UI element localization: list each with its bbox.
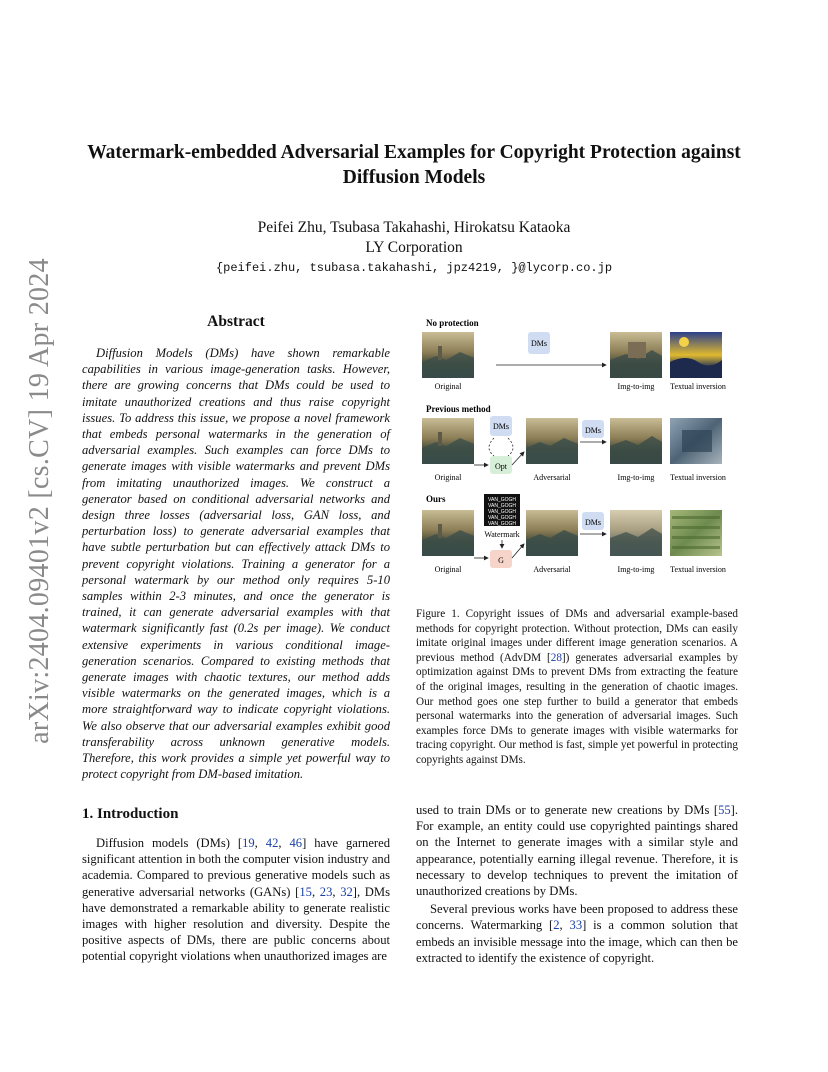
dms-label: DMs bbox=[492, 422, 510, 431]
author-block bbox=[80, 218, 748, 258]
label-original: Original bbox=[434, 473, 462, 482]
label-watermark: Watermark bbox=[484, 530, 520, 539]
adversarial-image bbox=[526, 510, 578, 556]
author-names: Peifei Zhu, Tsubasa Takahashi, Hirokatsu Kataoka bbox=[257, 219, 571, 236]
section-heading-introduction: 1. Introduction bbox=[82, 806, 179, 822]
intro-right-column bbox=[416, 802, 738, 966]
figure-caption: Figure 1. Copyright issues of DMs and adversarial example-based methods for copyright protection. Without protection, DMs can easily imitate original images under different image generation scenarios. A previous method (AdvDM [28]) generates adversarial examples by optimization against DMs to prevent DMs from extracting the feature of the original images, resulting in the generation of chaotic images. Our method goes one step further to build a generator that embeds personal watermarks into the generation of adversarial images. Such examples force DMs to generate images with visible watermarks for tracing copyright. Our method is fast, simple yet powerful in protecting copyrights against DMs. bbox=[416, 608, 738, 766]
flow-arrow bbox=[512, 544, 524, 558]
img-to-img-output bbox=[610, 418, 662, 464]
citation-link[interactable]: 19 bbox=[242, 836, 255, 850]
intro-paragraph: used to train DMs or to generate new creations by DMs [55]. For example, an entity could use copyrighted paintings shared on the Internet to generate images with a similar style and appearance, potentially earning illegal revenue. Therefore, it is necessary to develop techniques to prevent the imitation of unauthorized creations by DMs. bbox=[416, 803, 738, 899]
citation-link[interactable]: 23 bbox=[319, 884, 333, 899]
citation-link[interactable]: 32 bbox=[340, 884, 353, 899]
author-email: {peifei.zhu, tsubasa.takahashi, jpz4219, }@lycorp.co.jp bbox=[215, 261, 613, 275]
citation-link[interactable]: 15 bbox=[299, 884, 312, 899]
dms-label: DMs bbox=[530, 339, 548, 348]
abstract-body: Diffusion Models (DMs) have shown remarkable capabilities in various image-generation tasks. However, there are growing concerns that DMs could be used to imitate unauthorized creations and thus raise copyright issues. To address this issue, we propose a novel framework that embeds personal watermarks in the generation of adversarial examples. Such examples can force DMs to generate images with visible watermarks and prevent DMs from imitating unauthorized images. We construct a generator based on conditional adversarial networks and design three losses (adversarial loss, GAN loss, and perturbation loss) to generate adversarial examples that have subtle perturbation but can effectively attack DMs to prevent copyright violations. Training a generator for a personal watermark by our method only requires 5-10 samples within 2-3 minutes, and once the generator is trained, it can generate adversarial examples with that watermark significantly fast (0.2s per image). We conduct extensive experiments in various conditional image-generation scenarios. Compared to existing methods that generate images with chaotic textures, our method adds visible watermarks on the generated images, which is a more straightforward way to indicate copyright violations. We also observe that our adversarial examples exhibit good transferability across unknown generative models. Therefore, this work provides a simple yet powerful way to protect copyright from DM-based imitation. bbox=[82, 346, 390, 782]
citation-link[interactable]: 55 bbox=[718, 803, 731, 817]
arxiv-stamp bbox=[22, 258, 58, 744]
intro-paragraph: Diffusion models (DMs) [19, 42, 46] have garnered significant attention in both the computer vision industry and academia. Compared to previous generative models such as generative adversarial networks (GANs) [15, 23, 32], DMs have demonstrated a remarkable ability to generate realistic images with higher resolution and diversity. Despite the positive aspects of DMs, there are public concerns about potential copyright violations when unauthorized images are bbox=[82, 836, 391, 964]
watermark-text-line: VAN_GOGH bbox=[488, 509, 516, 515]
row-label-ours: Ours bbox=[426, 494, 446, 504]
label-adversarial: Adversarial bbox=[533, 565, 571, 574]
figure-1 bbox=[416, 312, 742, 582]
intro-paragraph: Several previous works have been proposed to address these concerns. Watermarking [2, 33] is a common solution that embeds an invisible message into the image, which can then be extracted to identify the existence of copyright. bbox=[416, 902, 739, 965]
label-img-to-img: Img-to-img bbox=[617, 565, 655, 574]
textual-inversion-output bbox=[670, 510, 722, 556]
watermark-text-line: VAN_GOGH bbox=[488, 497, 516, 503]
img-to-img-output bbox=[610, 332, 662, 378]
label-textual-inversion: Textual inversion bbox=[670, 565, 726, 574]
citation-link[interactable]: 2 bbox=[553, 918, 560, 933]
label-img-to-img: Img-to-img bbox=[617, 473, 655, 482]
dms-label: DMs bbox=[584, 518, 602, 527]
label-adversarial: Adversarial bbox=[533, 473, 571, 482]
citation-link[interactable]: 28 bbox=[550, 651, 562, 664]
row-label-no-protection: No protection bbox=[426, 318, 479, 328]
watermark-image bbox=[484, 494, 520, 527]
citation-link[interactable]: 33 bbox=[569, 918, 583, 933]
arxiv-stamp-text: arXiv:2404.09401v2 [cs.CV] 19 Apr 2024 bbox=[24, 258, 55, 744]
label-original: Original bbox=[434, 565, 462, 574]
row-label-previous-method: Previous method bbox=[426, 404, 491, 414]
img-to-img-output bbox=[610, 510, 662, 556]
citation-link[interactable]: 46 bbox=[289, 836, 303, 850]
original-image bbox=[422, 510, 474, 556]
abstract-heading: Abstract bbox=[207, 313, 265, 330]
original-image bbox=[422, 418, 474, 464]
flow-arrow bbox=[512, 452, 524, 465]
label-img-to-img: Img-to-img bbox=[617, 382, 655, 391]
label-original: Original bbox=[434, 382, 462, 391]
watermark-text-line: VAN_GOGH bbox=[488, 503, 516, 509]
paper-title: Watermark-embedded Adversarial Examples for Copyright Protection against Diffusion Models bbox=[87, 142, 741, 188]
watermark-text-line: VAN_GOGH bbox=[488, 521, 516, 527]
opt-label: Opt bbox=[495, 462, 507, 471]
citation-link[interactable]: 42 bbox=[265, 836, 279, 850]
watermark-text-line: VAN_GOGH bbox=[488, 515, 516, 521]
adversarial-image bbox=[526, 418, 578, 464]
loop-arrow bbox=[489, 438, 513, 456]
label-textual-inversion: Textual inversion bbox=[670, 382, 726, 391]
textual-inversion-output bbox=[670, 332, 722, 378]
label-textual-inversion: Textual inversion bbox=[670, 473, 726, 482]
g-label: G bbox=[498, 556, 504, 565]
affiliation: LY Corporation bbox=[365, 239, 463, 256]
dms-label: DMs bbox=[584, 426, 602, 435]
textual-inversion-output bbox=[670, 418, 722, 464]
original-image bbox=[422, 332, 474, 378]
